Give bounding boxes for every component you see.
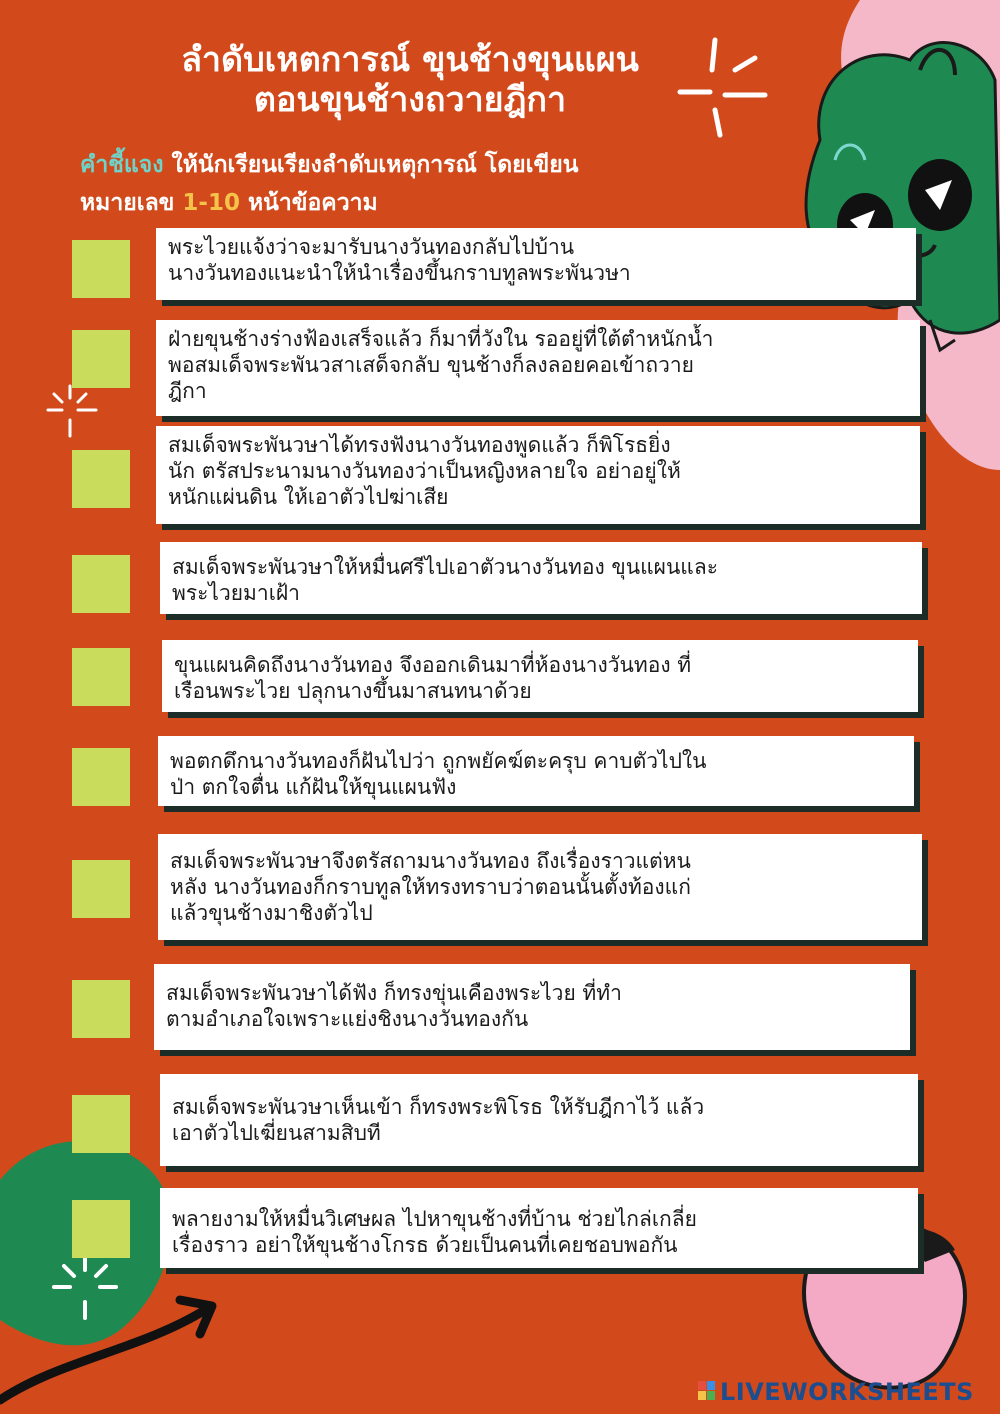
answer-box-1[interactable]: [72, 240, 130, 298]
answer-box-2[interactable]: [72, 330, 130, 388]
event-card-8: สมเด็จพระพันวษาได้ฟัง ก็ทรงขุ่นเคืองพระไวย ที่ทำ ตามอำเภอใจเพราะแย่งชิงนางวันทองกัน: [154, 964, 910, 1050]
answer-box-8[interactable]: [72, 980, 130, 1038]
event-card-7: สมเด็จพระพันวษาจึงตรัสถามนางวันทอง ถึงเรื่องราวแต่หน หลัง นางวันทองก็กราบทูลให้ทรงทราบว่าตอนนั้นตั้งท้องแก่ แล้วขุนช้างมาชิงตัวไป: [158, 834, 922, 940]
answer-box-5[interactable]: [72, 648, 130, 706]
page-title-line1: ลำดับเหตการณ์ ขุนช้างขุนแผน: [181, 40, 639, 80]
answer-box-10[interactable]: [72, 1200, 130, 1258]
footer-brand: LIVEWORKSHEETS: [720, 1378, 974, 1406]
instructions-line1: [80, 146, 800, 184]
liveworksheets-logo-icon: [698, 1381, 716, 1401]
arrow-icon: [0, 1290, 240, 1414]
instructions-label: คำชี้แจง: [80, 152, 164, 178]
event-card-5: ขุนแผนคิดถึงนางวันทอง จึงออกเดินมาที่ห้องนางวันทอง ที่ เรือนพระไวย ปลุกนางขึ้นมาสนทนาด้วย: [162, 640, 918, 712]
instructions-text-a: ให้นักเรียนเรียงลำดับเหตุการณ์ โดยเขียน: [163, 152, 579, 178]
instructions-text-c: หน้าข้อความ: [239, 190, 378, 216]
green-monster-character: [780, 20, 1000, 360]
event-card-4: สมเด็จพระพันวษาให้หมื่นศรีไปเอาตัวนางวันทอง ขุนแผนและ พระไวยมาเฝ้า: [160, 542, 922, 614]
answer-box-3[interactable]: [72, 450, 130, 508]
answer-box-4[interactable]: [72, 555, 130, 613]
event-card-10: พลายงามให้หมื่นวิเศษผล ไปหาขุนช้างที่บ้าน ช่วยไกล่เกลี่ย เรื่องราว อย่าให้ขุนช้างโกรธ ด้วยเป็นคนที่เคยชอบพอกัน: [160, 1188, 918, 1268]
instructions-range: 1-10: [182, 190, 240, 216]
event-card-2: ฝ่ายขุนช้างร่างฟ้องเสร็จแล้ว ก็มาที่วังใน รออยู่ที่ใต้ตำหนักน้ำ พอสมเด็จพระพันวสาเสด็จกลับ ขุนช้างก็ลงลอยคอเข้าถวาย ฎีกา: [156, 320, 920, 416]
answer-box-9[interactable]: [72, 1095, 130, 1153]
instructions-text-b: หมายเลข: [80, 190, 183, 216]
event-card-3: สมเด็จพระพันวษาได้ทรงฟังนางวันทองพูดแล้ว ก็พิโรธยิ่ง นัก ตรัสประนามนางวันทองว่าเป็นหญิงหลายใจ อย่าอยู่ให้ หนักแผ่นดิน ให้เอาตัวไปฆ่าเสีย: [156, 426, 920, 524]
page-title-line2: ตอนขุนช้างถวายฎีกา: [253, 80, 567, 120]
answer-box-6[interactable]: [72, 748, 130, 806]
event-card-1: พระไวยแจ้งว่าจะมารับนางวันทองกลับไปบ้าน นางวันทองแนะนำให้นำเรื่องขึ้นกราบทูลพระพันวษา: [156, 228, 916, 300]
sparkle-icon: [42, 382, 102, 442]
event-card-6: พอตกดึกนางวันทองก็ฝันไปว่า ถูกพยัคฆ์ตะครุบ คาบตัวไปใน ป่า ตกใจตื่น แก้ฝันให้ขุนแผนฟัง: [158, 736, 914, 806]
event-card-9: สมเด็จพระพันวษาเห็นเข้า ก็ทรงพระพิโรธ ให้รับฎีกาไว้ แล้ว เอาตัวไปเฆี่ยนสามสิบที: [160, 1074, 918, 1166]
answer-box-7[interactable]: [72, 860, 130, 918]
instructions-line2: [80, 184, 800, 222]
